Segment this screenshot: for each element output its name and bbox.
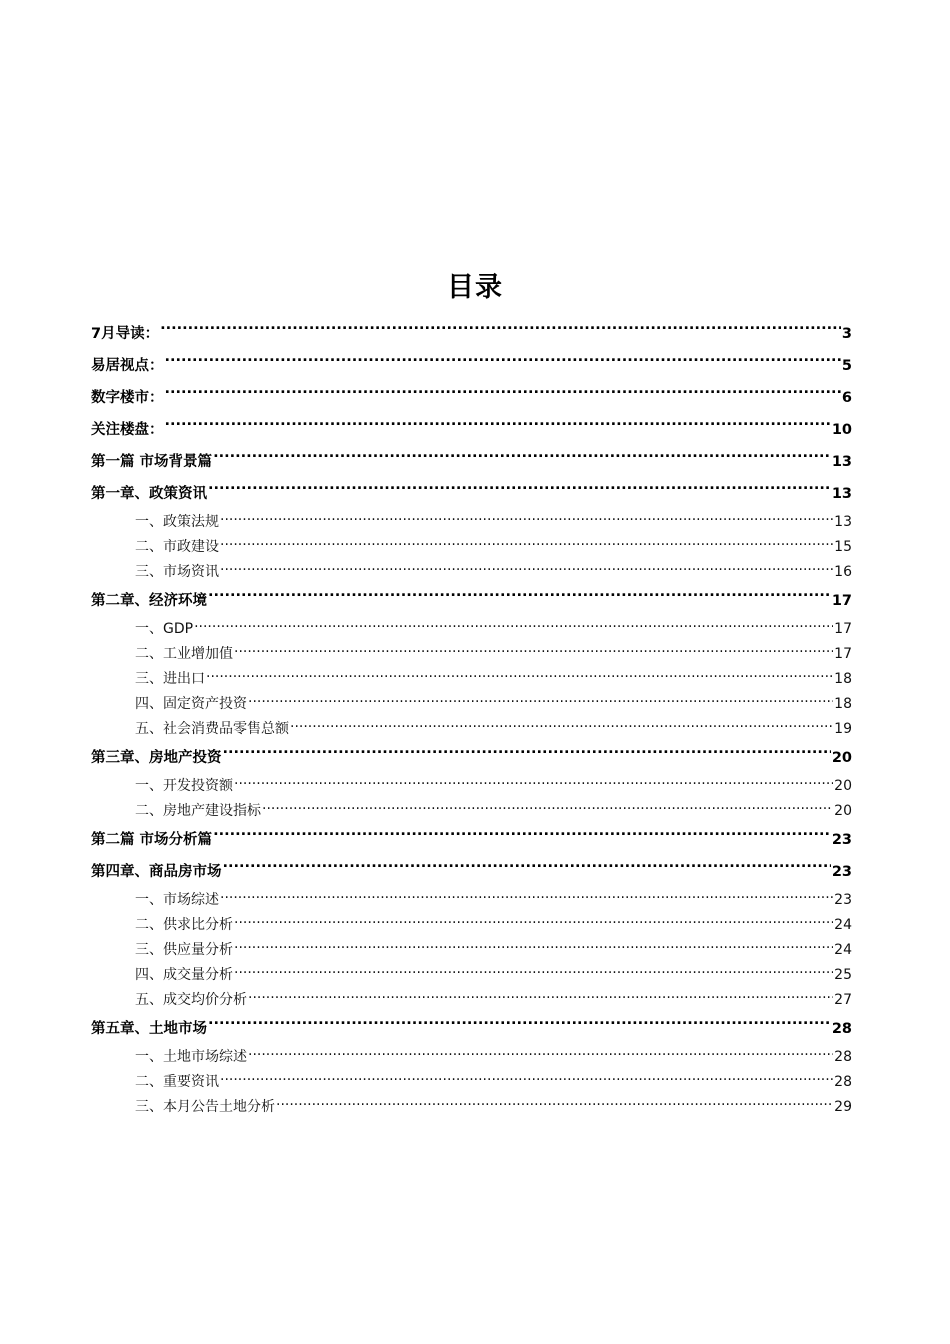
- toc-entry-label: 一、市场综述: [135, 892, 219, 908]
- toc-dot-leader: [276, 1097, 833, 1111]
- toc-entry-level2[interactable]: [91, 888, 852, 913]
- toc-entry-level1[interactable]: [91, 1013, 852, 1045]
- toc-dot-leader: [248, 990, 833, 1004]
- toc-dot-leader: [208, 591, 831, 606]
- toc-dot-leader: [194, 619, 833, 633]
- toc-entry-level1[interactable]: [91, 742, 852, 774]
- toc-entry-level1[interactable]: [91, 350, 852, 382]
- toc-entry-page-number: 18: [834, 671, 852, 687]
- toc-entry-level2[interactable]: [91, 799, 852, 824]
- toc-dot-leader: [160, 324, 841, 339]
- toc-entry-label: 一、开发投资额: [135, 778, 233, 794]
- toc-dot-leader: [234, 940, 833, 954]
- toc-entry-label: 五、成交均价分析: [135, 992, 247, 1008]
- toc-entry-page-number: 5: [841, 358, 852, 374]
- toc-entry-page-number: 24: [834, 917, 852, 933]
- toc-entry-page-number: 20: [834, 778, 852, 794]
- toc-entry-label: 三、市场资讯: [135, 564, 219, 580]
- toc-entry-label: 三、进出口: [135, 671, 205, 687]
- toc-entry-label: 一、政策法规: [135, 514, 219, 530]
- toc-entry-level1[interactable]: [91, 318, 852, 350]
- toc-dot-leader: [290, 719, 833, 733]
- toc-entry-label: 二、重要资讯: [135, 1074, 219, 1090]
- toc-entry-level2[interactable]: [91, 560, 852, 585]
- toc-entry-label: 三、本月公告土地分析: [135, 1099, 275, 1115]
- toc-entry-level2[interactable]: [91, 913, 852, 938]
- toc-entry-label: 第五章、土地市场: [91, 1021, 207, 1037]
- toc-entry-level2[interactable]: [91, 938, 852, 963]
- toc-entry-page-number: 18: [834, 696, 852, 712]
- toc-entry-level1[interactable]: [91, 446, 852, 478]
- toc-entry-page-number: 13: [831, 454, 852, 470]
- toc-entry-page-number: 28: [834, 1074, 852, 1090]
- toc-dot-leader: [206, 669, 833, 683]
- toc-entry-label: 二、市政建设: [135, 539, 219, 555]
- toc-entry-page-number: 27: [834, 992, 852, 1008]
- toc-dot-leader: [248, 694, 833, 708]
- toc-entry-page-number: 3: [841, 326, 852, 342]
- toc-entry-label: 五、社会消费品零售总额: [135, 721, 289, 737]
- toc-entry-label: 第四章、商品房市场: [91, 864, 222, 880]
- toc-entry-label: 第一章、政策资讯: [91, 486, 207, 502]
- toc-dot-leader: [234, 644, 833, 658]
- toc-entry-level2[interactable]: [91, 510, 852, 535]
- toc-entry-label: 四、固定资产投资: [135, 696, 247, 712]
- toc-entry-level2[interactable]: [91, 1095, 852, 1120]
- toc-entry-label: 二、房地产建设指标: [135, 803, 261, 819]
- toc-entry-level2[interactable]: [91, 1045, 852, 1070]
- toc-dot-leader: [208, 484, 831, 499]
- toc-entry-label: 第三章、房地产投资: [91, 750, 222, 766]
- toc-dot-leader: [234, 776, 833, 790]
- toc-entry-level1[interactable]: [91, 382, 852, 414]
- toc-entry-label: 关注楼盘：: [91, 422, 164, 438]
- toc-dot-leader: [220, 1072, 833, 1086]
- toc-entry-level2[interactable]: [91, 692, 852, 717]
- toc-entry-level1[interactable]: [91, 585, 852, 617]
- toc-dot-leader: [234, 965, 833, 979]
- toc-entry-page-number: 19: [834, 721, 852, 737]
- toc-dot-leader: [262, 801, 833, 815]
- toc-entry-page-number: 6: [841, 390, 852, 406]
- toc-entry-page-number: 23: [834, 892, 852, 908]
- toc-dot-leader: [220, 890, 833, 904]
- toc-dot-leader: [165, 388, 841, 403]
- toc-entry-level1[interactable]: [91, 414, 852, 446]
- toc-entry-level2[interactable]: [91, 1070, 852, 1095]
- toc-dot-leader: [165, 356, 841, 371]
- toc-entry-level2[interactable]: [91, 667, 852, 692]
- toc-entry-page-number: 25: [834, 967, 852, 983]
- toc-entry-level1[interactable]: [91, 824, 852, 856]
- toc-entry-page-number: 16: [834, 564, 852, 580]
- toc-entry-level2[interactable]: [91, 535, 852, 560]
- toc-entry-level1[interactable]: [91, 856, 852, 888]
- toc-dot-leader: [220, 512, 833, 526]
- toc-dot-leader: [213, 452, 831, 467]
- table-of-contents: [91, 318, 852, 1120]
- toc-entry-label: 一、土地市场综述: [135, 1049, 247, 1065]
- toc-entry-page-number: 17: [831, 593, 852, 609]
- toc-dot-leader: [223, 862, 831, 877]
- toc-entry-page-number: 13: [831, 486, 852, 502]
- toc-entry-level2[interactable]: [91, 963, 852, 988]
- toc-entry-label: 第二篇 市场分析篇: [91, 832, 213, 848]
- toc-entry-page-number: 28: [834, 1049, 852, 1065]
- toc-entry-page-number: 10: [831, 422, 852, 438]
- toc-entry-page-number: 15: [834, 539, 852, 555]
- toc-entry-level2[interactable]: [91, 988, 852, 1013]
- toc-entry-page-number: 20: [834, 803, 852, 819]
- toc-entry-page-number: 13: [834, 514, 852, 530]
- toc-entry-label: 易居视点：: [91, 358, 164, 374]
- toc-entry-page-number: 17: [834, 621, 852, 637]
- toc-entry-label: 二、工业增加值: [135, 646, 233, 662]
- toc-title: 目录: [447, 272, 503, 303]
- toc-dot-leader: [220, 562, 833, 576]
- toc-dot-leader: [223, 748, 831, 763]
- toc-entry-page-number: 23: [831, 864, 852, 880]
- toc-entry-label: 三、供应量分析: [135, 942, 233, 958]
- toc-entry-level2[interactable]: [91, 774, 852, 799]
- toc-entry-label: 二、供求比分析: [135, 917, 233, 933]
- toc-dot-leader: [213, 830, 831, 845]
- toc-dot-leader: [165, 420, 831, 435]
- toc-entry-level1[interactable]: [91, 478, 852, 510]
- toc-entry-label: 第一篇 市场背景篇: [91, 454, 213, 470]
- toc-entry-page-number: 28: [831, 1021, 852, 1037]
- toc-entry-level2[interactable]: [91, 717, 852, 742]
- toc-entry-page-number: 17: [834, 646, 852, 662]
- toc-entry-page-number: 20: [831, 750, 852, 766]
- toc-dot-leader: [220, 537, 833, 551]
- toc-entry-level2[interactable]: [91, 617, 852, 642]
- toc-entry-label: 第二章、经济环境: [91, 593, 207, 609]
- toc-entry-page-number: 24: [834, 942, 852, 958]
- toc-entry-page-number: 29: [834, 1099, 852, 1115]
- toc-entry-page-number: 23: [831, 832, 852, 848]
- toc-entry-label: 7月导读：: [91, 326, 160, 342]
- toc-entry-level2[interactable]: [91, 642, 852, 667]
- toc-dot-leader: [234, 915, 833, 929]
- toc-entry-label: 一、GDP: [135, 621, 194, 637]
- toc-entry-label: 四、成交量分析: [135, 967, 233, 983]
- toc-dot-leader: [248, 1047, 833, 1061]
- toc-dot-leader: [208, 1019, 831, 1034]
- toc-entry-label: 数字楼市：: [91, 390, 164, 406]
